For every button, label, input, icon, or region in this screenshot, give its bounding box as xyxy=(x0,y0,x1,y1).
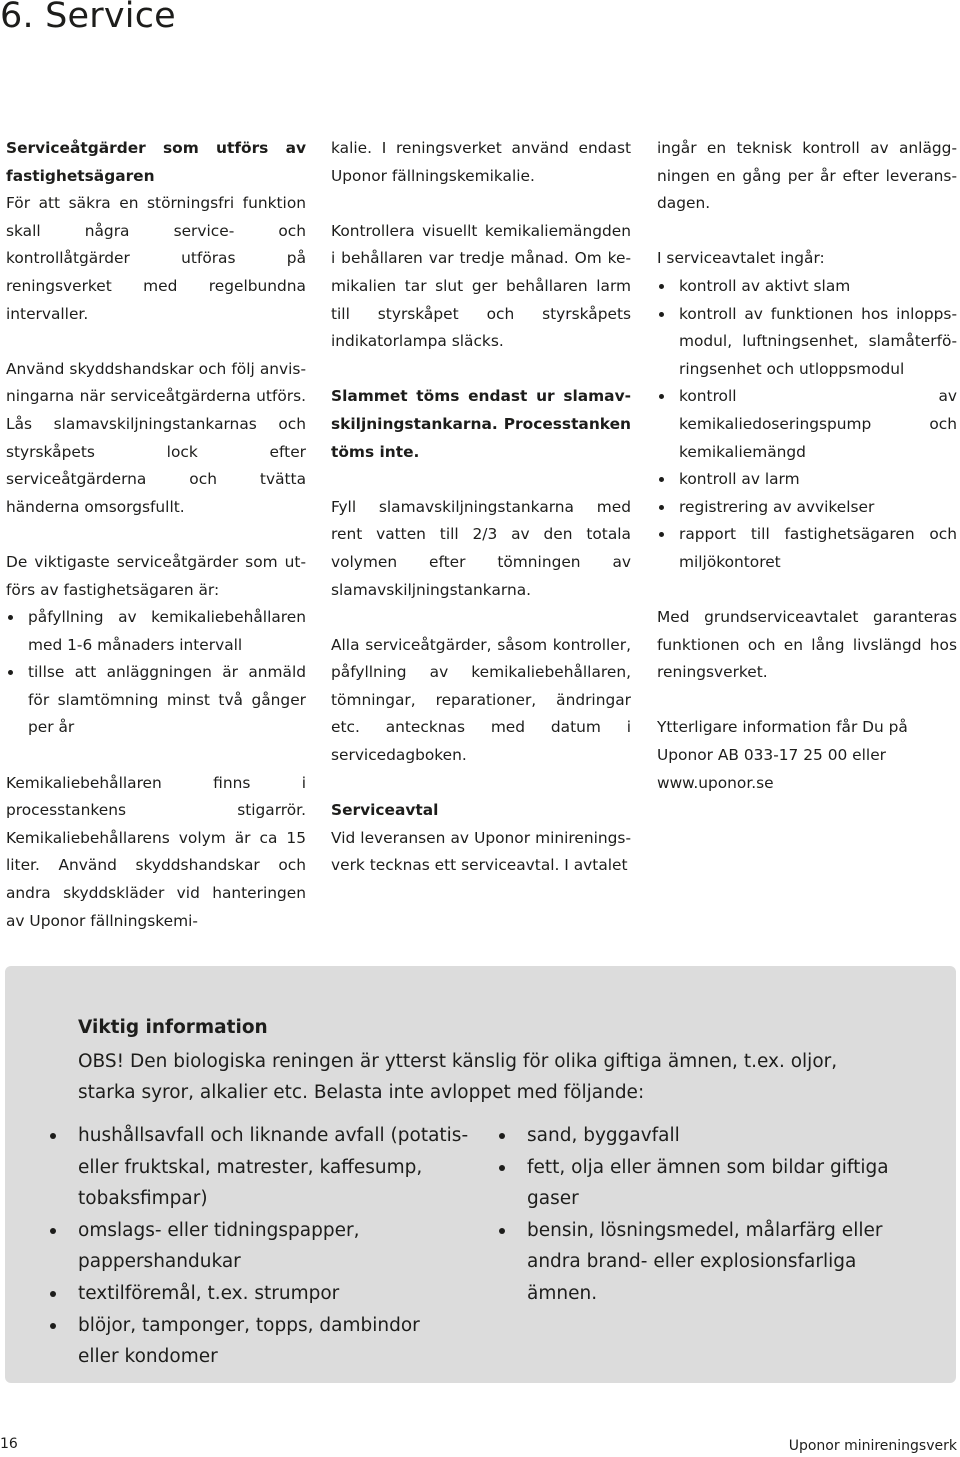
bullet-list xyxy=(657,273,957,577)
list-item: rapport till fastighetsägaren och miljökontoret xyxy=(657,521,957,576)
paragraph: I serviceavtalet ingår: xyxy=(657,249,825,268)
list-item: blöjor, tamponger, topps, dambindor eller kondomer xyxy=(50,1310,438,1373)
paragraph: ingår en teknisk kontroll av anläggningen en gång per år efter leveransdagen. xyxy=(657,139,957,213)
page-title: 6. Service xyxy=(0,0,176,36)
paragraph: Fyll slamavskiljningstankarna med rent vatten till 2/3 av den totala volymen efter tömningen av slamavskiljningstankarna. xyxy=(331,497,631,599)
important-info-box xyxy=(5,966,956,1383)
paragraph: För att säkra en störningsfri funktion skall några service- och kontrollåtgärder utföras på reningsverket med regelbundna intervaller. xyxy=(6,194,306,323)
section-heading-owner-service: Serviceåtgärder som utförs av fastighetsägaren xyxy=(6,139,306,185)
list-item: textilföremål, t.ex. strumpor xyxy=(50,1278,480,1310)
info-heading: Viktig information xyxy=(78,1017,268,1038)
bullet-list xyxy=(6,604,306,742)
list-item: sand, byggavfall xyxy=(499,1120,929,1152)
list-item: hushållsavfall och liknande avfall (potatis- eller fruktskal, matrester, kaffesump, tobaksfimpar) xyxy=(50,1120,480,1215)
list-item: registrering av avvikelser xyxy=(657,494,957,522)
info-intro: OBS! Den biologiska reningen är ytterst känslig för olika giftiga ämnen, t.ex. oljor, starka syror, alkalier etc. Belasta inte avloppet med följande: xyxy=(78,1051,838,1103)
page-number: 16 xyxy=(0,1436,18,1452)
list-item: kontroll av aktivt slam xyxy=(657,273,957,301)
contact-paragraph xyxy=(657,714,957,797)
paragraph-bold-notice: Slammet töms endast ur slamavskiljningstankarna. Processtanken töms inte. xyxy=(331,387,631,461)
list-item: kontroll av funktionen hos inloppsmodul, luftningsenhet, slamåterföringsenhet och utloppsmodul xyxy=(657,301,957,384)
forbidden-items-list-left xyxy=(50,1120,480,1373)
text-column-3 xyxy=(657,135,957,797)
list-item: kontroll av kemikaliedoseringspump och kemikaliemängd xyxy=(657,383,957,466)
paragraph: De viktigaste serviceåtgärder som utförs av fastighetsägaren är: xyxy=(6,552,306,599)
paragraph: Använd skyddshandskar och följ anvisningarna när serviceåtgärderna utförs. Lås slamavskiljningstankarnas och styrskåpets lock efter serviceåtgärderna och tvätta händerna omsorgsfullt. xyxy=(6,359,306,516)
list-item: tillse att anläggningen är anmäld för slamtömning minst två gånger per år xyxy=(6,659,306,742)
text-column-1 xyxy=(6,135,306,935)
contact-line: Uponor AB 033-17 25 00 eller xyxy=(657,746,886,765)
list-item: fett, olja eller ämnen som bildar giftiga gaser xyxy=(499,1152,929,1215)
paragraph: Kemikaliebehållaren finns i processtankens stigarrör. Kemikaliebehållarens volym är ca 15 liter. Använd skyddshandskar och andra skyddskläder vid hanteringen av Uponor fällningskemi- xyxy=(6,773,306,930)
list-item: kontroll av larm xyxy=(657,466,957,494)
paragraph: Kontrollera visuellt kemikaliemängden i behållaren var tredje månad. Om kemikalien tar slut ger behållaren larm till styrskåpet och styrskåpets indikatorlampa släcks. xyxy=(331,221,631,351)
footer-brand: Uponor minireningsverk xyxy=(788,1438,957,1454)
list-item: bensin, lösningsmedel, målarfärg eller andra brand- eller explosionsfarliga ämnen. xyxy=(499,1215,929,1310)
list-item: omslags- eller tidningspapper, pappershandukar xyxy=(50,1215,480,1278)
paragraph: kalie. I reningsverket använd endast Uponor fällningskemikalie. xyxy=(331,139,631,185)
list-item: påfyllning av kemikaliebehållaren med 1-6 månaders intervall xyxy=(6,604,306,659)
contact-line: Ytterligare information får Du på xyxy=(657,718,908,737)
text-column-2 xyxy=(331,135,631,880)
paragraph: Alla serviceåtgärder, såsom kontroller, påfyllning av kemikaliebehållaren, tömningar, reparationer, ändringar etc. antecknas med datum i servicedagboken. xyxy=(331,635,631,765)
paragraph: Vid leveransen av Uponor minireningsverk tecknas ett serviceavtal. I avtalet xyxy=(331,828,631,875)
website-link[interactable]: www.uponor.se xyxy=(657,773,774,792)
forbidden-items-list-right xyxy=(499,1120,929,1310)
paragraph: Med grundserviceavtalet garanteras funktionen och en lång livslängd hos reningsverket. xyxy=(657,608,957,682)
section-heading-service-agreement: Serviceavtal xyxy=(331,801,439,820)
